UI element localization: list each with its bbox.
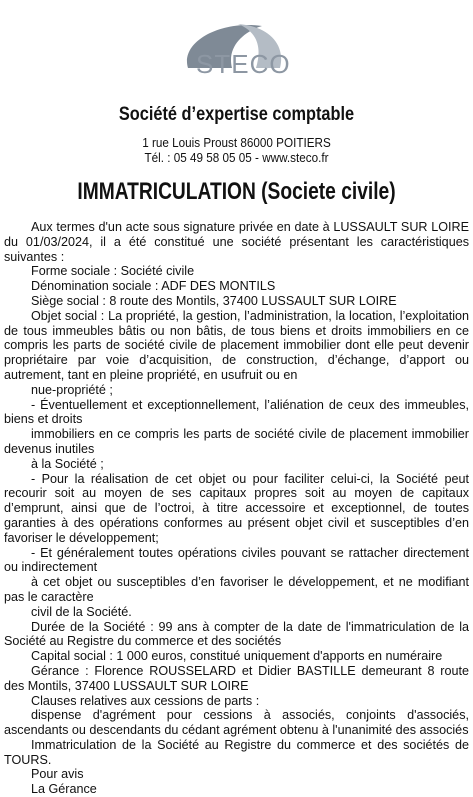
notice-paragraph: nue-propriété ; — [31, 382, 113, 397]
notice-paragraph: Forme sociale : Société civile — [31, 264, 195, 279]
notice-paragraph: immobiliers en ce compris les parts de société civile de placement immobilier devenus inutiles — [4, 427, 469, 456]
steco-logo — [0, 18, 473, 78]
notice-paragraph: civil de la Société. — [31, 604, 132, 619]
notice-paragraph: Clauses relatives aux cessions de parts : — [31, 693, 260, 708]
notice-paragraph: Siège social : 8 route des Montils, 37400 LUSSAULT SUR LOIRE — [31, 293, 397, 308]
notice-paragraph: Capital social : 1 000 euros, constitué uniquement d'apports en numéraire — [31, 649, 443, 664]
notice-paragraph: à la Société ; — [31, 456, 104, 471]
notice-paragraph: - Éventuellement et exceptionnellement, l’aliénation de ceux des immeubles, biens et droits — [4, 397, 469, 427]
logo-wordmark: STECO — [196, 49, 291, 79]
notice-paragraph: dispense d'agrément pour cessions à associés, conjoints d'associés, ascendants ou descendants du cédant agrément obtenu à l'unanimité des associés — [4, 708, 469, 738]
firm-contact: Tél. : 05 49 58 05 05 - www.steco.fr — [144, 150, 329, 165]
firm-name: Société d’expertise comptable — [118, 104, 355, 125]
notice-paragraph: Objet social : La propriété, la gestion, l’administration, la location, l’exploitation de tous immeubles bâtis ou non bâtis, de tous biens et droits immobiliers en ce compris les parts de société civile de placement immobilier dont elle peut devenir propriétaire par voie d’acquisition, de construction, d’échange, d’apport ou autrement, tant en pleine propriété, en usufruit ou en — [4, 308, 469, 382]
notice-paragraph: Pour avis — [31, 767, 84, 782]
notice-paragraph: - Et généralement toutes opérations civiles pouvant se rattacher directement ou indirectement — [4, 545, 469, 575]
notice-paragraph: à cet objet ou susceptibles d’en favoriser le développement, et ne modifiant pas le caractère — [4, 575, 469, 604]
notice-paragraph: La Gérance — [31, 782, 97, 797]
notice-paragraph: Dénomination sociale : ADF DES MONTILS — [31, 279, 276, 294]
notice-paragraph: Immatriculation de la Société au Registre du commerce et des sociétés de TOURS. — [4, 737, 469, 767]
notice-body — [4, 220, 469, 797]
notice-paragraph: Durée de la Société : 99 ans à compter de la date de l'immatriculation de la Société au Registre du commerce et des sociétés — [4, 619, 469, 649]
notice-paragraph: Gérance : Florence ROUSSELARD et Didier BASTILLE demeurant 8 route des Montils, 37400 LUSSAULT SUR LOIRE — [4, 663, 469, 693]
firm-address: 1 rue Louis Proust 86000 POITIERS — [142, 135, 331, 150]
notice-title: IMMATRICULATION (Societe civile) — [77, 178, 396, 205]
notice-paragraph: - Pour la réalisation de cet objet ou pour faciliter celui-ci, la Société peut recourir soit au moyen de ses capitaux propres soit au moyen de capitaux d’emprunt, ainsi que de l’octroi, à titre accessoire et exceptionnel, de toutes garanties à des opérations conformes au présent objet civil et susceptibles d’en favoriser le développement; — [4, 471, 469, 545]
notice-paragraph: Aux termes d'un acte sous signature privée en date à LUSSAULT SUR LOIRE du 01/03/2024, il a été constitué une société présentant les caractéristiques suivantes : — [4, 220, 469, 264]
